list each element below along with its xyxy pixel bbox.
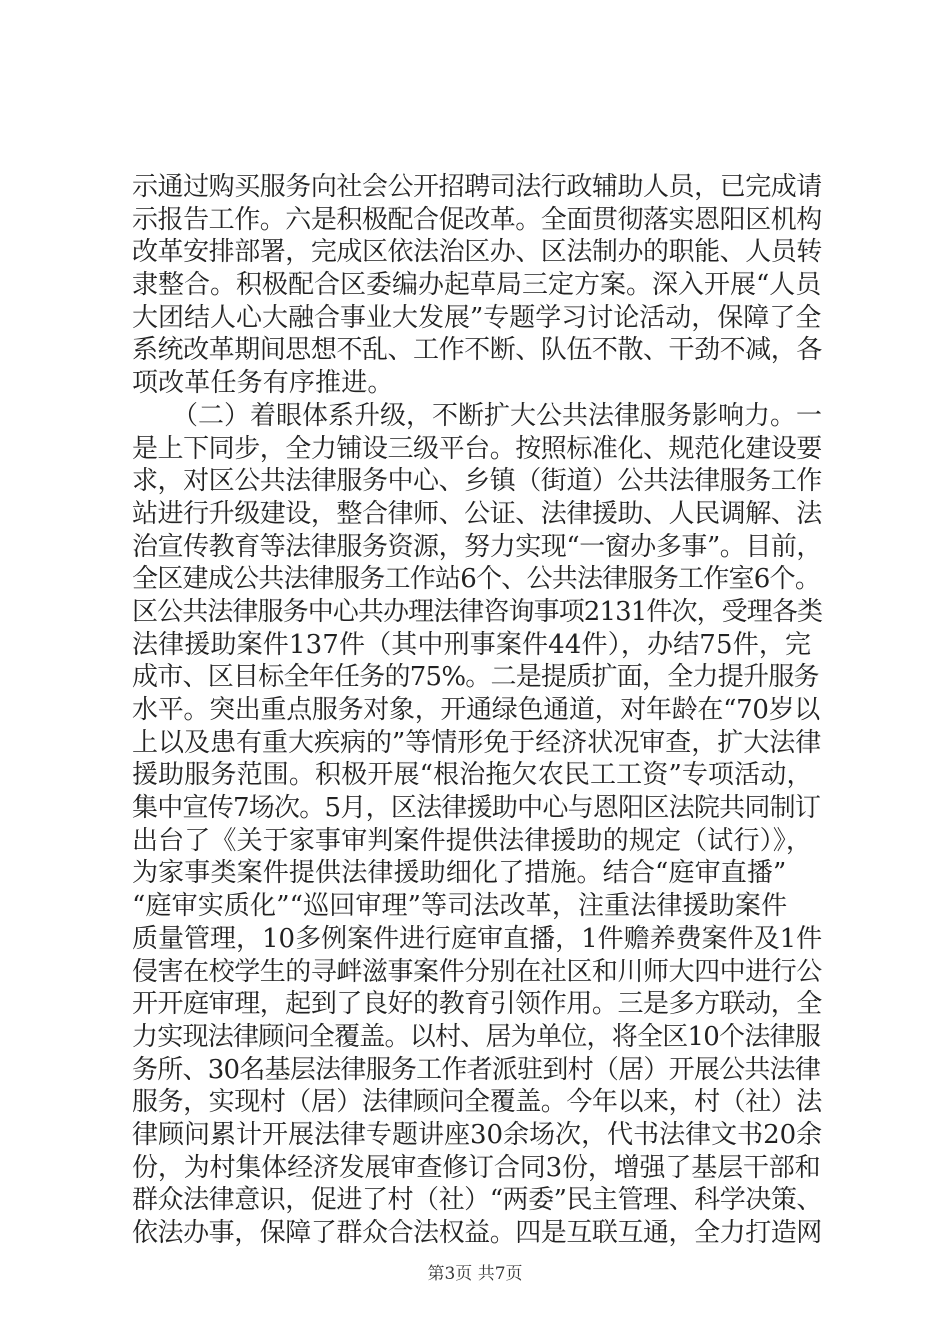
text-line: 示报告工作。六是积极配合促改革。全面贯彻落实恩阳区机构 xyxy=(132,204,822,235)
text-line: 求，对区公共法律服务中心、乡镇（街道）公共法律服务工作 xyxy=(132,466,822,497)
text-line: 务所、30名基层法律服务工作者派驻到村（居）开展公共法律 xyxy=(132,1054,821,1085)
text-line: 力实现法律顾问全覆盖。以村、居为单位，将全区10个法律服 xyxy=(132,1021,821,1052)
text-line: 出台了《关于家事审判案件提供法律援助的规定（试行）》， xyxy=(132,825,813,856)
text-line: 援助服务范围。积极开展“根治拖欠农民工工资”专项活动， xyxy=(132,760,813,791)
text-line: 服务，实现村（居）法律顾问全覆盖。今年以来，村（社）法 xyxy=(132,1087,822,1118)
text-line: 项改革任务有序推进。 xyxy=(132,368,394,399)
text-line: 区公共法律服务中心共办理法律咨询事项2131件次，受理各类 xyxy=(132,596,823,627)
text-line: 隶整合。积极配合区委编办起草局三定方案。深入开展“人员 xyxy=(132,270,822,301)
text-line: 开开庭审理，起到了良好的教育引领作用。三是多方联动，全 xyxy=(132,989,822,1020)
text-line: 站进行升级建设，整合律师、公证、法律援助、人民调解、法 xyxy=(132,498,822,529)
text-line: “庭审实质化”“巡回审理”等司法改革，注重法律援助案件 xyxy=(132,891,788,922)
section-heading-line: （二）着眼体系升级，不断扩大公共法律服务影响力。一 xyxy=(172,400,823,431)
text-line: 是上下同步，全力铺设三级平台。按照标准化、规范化建设要 xyxy=(132,433,822,464)
text-line: 集中宣传7场次。5月，区法律援助中心与恩阳区法院共同制订 xyxy=(132,793,821,824)
text-line: 系统改革期间思想不乱、工作不断、队伍不散、干劲不减，各 xyxy=(132,335,822,366)
text-line: 全区建成公共法律服务工作站6个、公共法律服务工作室6个。 xyxy=(132,564,821,595)
text-line: 大团结人心大融合事业大发展”专题学习讨论活动，保障了全 xyxy=(132,302,822,333)
text-line: 成市、区目标全年任务的75%。二是提质扩面，全力提升服务 xyxy=(132,662,819,693)
text-line: 改革安排部署，完成区依法治区办、区法制办的职能、人员转 xyxy=(132,237,822,268)
text-line: 法律援助案件137件（其中刑事案件44件），办结75件，完 xyxy=(132,629,812,660)
text-line: 上以及患有重大疾病的”等情形免于经济状况审查，扩大法律 xyxy=(132,727,822,758)
page-footer xyxy=(0,1259,950,1284)
text-line: 水平。突出重点服务对象，开通绿色通道，对年龄在“70岁以 xyxy=(132,695,820,725)
text-line: 份，为村集体经济发展审查修订合同3份，增强了基层干部和 xyxy=(132,1152,821,1183)
page-number-label: 第3页 共7页 xyxy=(427,1264,523,1284)
text-line: 依法办事，保障了群众合法权益。四是互联互通，全力打造网 xyxy=(132,1218,822,1248)
text-line: 侵害在校学生的寻衅滋事案件分别在社区和川师大四中进行公 xyxy=(132,956,822,987)
text-line: 群众法律意识，促进了村（社）“两委”民主管理、科学决策、 xyxy=(132,1185,822,1216)
text-line: 为家事类案件提供法律援助细化了措施。结合“庭审直播” xyxy=(132,858,787,889)
body-text xyxy=(132,171,822,1250)
text-line: 律顾问累计开展法律专题讲座30余场次，代书法律文书20余 xyxy=(132,1119,823,1150)
text-line: 质量管理，10多例案件进行庭审直播，1件赡养费案件及1件 xyxy=(132,923,823,954)
text-line: 示通过购买服务向社会公开招聘司法行政辅助人员，已完成请 xyxy=(132,172,822,202)
text-line: 治宣传教育等法律服务资源，努力实现“一窗办多事”。目前， xyxy=(132,531,822,562)
